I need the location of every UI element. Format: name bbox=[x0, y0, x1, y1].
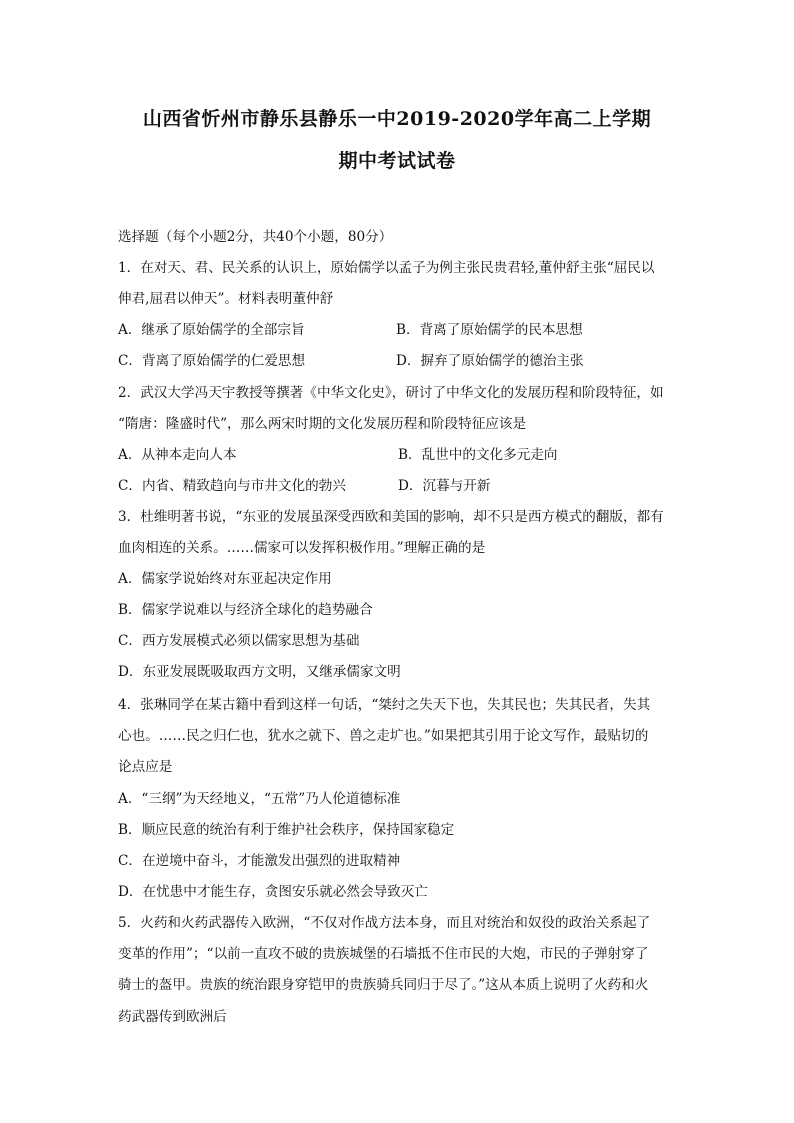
q2-option-a: A．从神本走向人本 bbox=[118, 447, 237, 463]
q1-stem-line2: 伸君,屈君以伸天”。材料表明董仲舒 bbox=[118, 291, 334, 307]
q1-option-b: B．背离了原始儒学的民本思想 bbox=[396, 322, 583, 338]
q3-stem-line1: 3．杜维明著书说，“东亚的发展虽深受西欧和美国的影响，却不只是西方模式的翻版，都有 bbox=[118, 509, 664, 525]
q4-option-b: B．顺应民意的统治有利于维护社会秩序，保持国家稳定 bbox=[118, 822, 455, 838]
q2-option-b: B．乱世中的文化多元走向 bbox=[398, 447, 558, 463]
q5-stem-line4: 药武器传到欧洲后 bbox=[118, 1009, 227, 1025]
q1-stem-line1: 1．在对天、君、民关系的认识上，原始儒学以孟子为例主张民贵君轻,董仲舒主张“屈民以 bbox=[118, 260, 655, 276]
q4-stem-line2: 心也。……民之归仁也，犹水之就下、兽之走圹也。”如果把其引用于论文写作，最贴切的 bbox=[118, 728, 649, 744]
q1-option-c: C．背离了原始儒学的仁爱思想 bbox=[118, 353, 306, 369]
q3-option-a: A．儒家学说始终对东亚起决定作用 bbox=[118, 571, 332, 587]
q2-option-d: D．沉暮与开新 bbox=[398, 478, 491, 494]
q5-stem-line1: 5．火药和火药武器传入欧洲，“不仅对作战方法本身，而且对统治和奴役的政治关系起了 bbox=[118, 915, 651, 931]
q4-option-c: C．在逆境中奋斗，才能激发出强烈的进取精神 bbox=[118, 853, 401, 869]
q3-option-b: B．儒家学说难以与经济全球化的趋势融合 bbox=[118, 602, 373, 618]
section-heading: 选择题（每个小题2分，共40个小题，80分） bbox=[118, 229, 393, 245]
q4-stem-line1: 4．张琳同学在某古籍中看到这样一句话，“桀纣之失天下也，失其民也；失其民者，失其 bbox=[118, 697, 651, 713]
exam-title-line1: 山西省忻州市静乐县静乐一中2019-2020学年高二上学期 bbox=[142, 108, 652, 130]
q1-option-d: D．摒弃了原始儒学的德治主张 bbox=[396, 353, 584, 369]
q4-stem-line3: 论点应是 bbox=[118, 759, 173, 775]
q2-option-c: C．内省、精致趋向与市井文化的勃兴 bbox=[118, 478, 346, 494]
q4-option-d: D．在忧患中才能生存，贪图安乐就必然会导致灭亡 bbox=[118, 884, 428, 900]
q3-option-d: D．东亚发展既吸取西方文明，又继承儒家文明 bbox=[118, 664, 401, 680]
q1-option-a: A．继承了原始儒学的全部宗旨 bbox=[118, 322, 305, 338]
q4-option-a: A．“三纲”为天经地义，“五常”乃人伦道德标准 bbox=[118, 791, 401, 807]
q3-stem-line2: 血肉相连的关系。……儒家可以发挥积极作用。”理解正确的是 bbox=[118, 540, 486, 556]
q2-stem-line2: “隋唐：隆盛时代”，那么两宋时期的文化发展历程和阶段特征应该是 bbox=[118, 416, 527, 432]
exam-title-line2: 期中考试试卷 bbox=[338, 150, 456, 172]
q3-option-c: C．西方发展模式必须以儒家思想为基础 bbox=[118, 633, 360, 649]
q5-stem-line2: 变革的作用”；“以前一直攻不破的贵族城堡的石墙抵不住市民的大炮，市民的子弹射穿了 bbox=[118, 946, 649, 962]
q5-stem-line3: 骑士的盔甲。贵族的统治跟身穿铠甲的贵族骑兵同归于尽了。”这从本质上说明了火药和火 bbox=[118, 977, 649, 993]
q2-stem-line1: 2．武汉大学冯天宇教授等撰著《中华文化史》，研讨了中华文化的发展历程和阶段特征，如 bbox=[118, 385, 664, 401]
